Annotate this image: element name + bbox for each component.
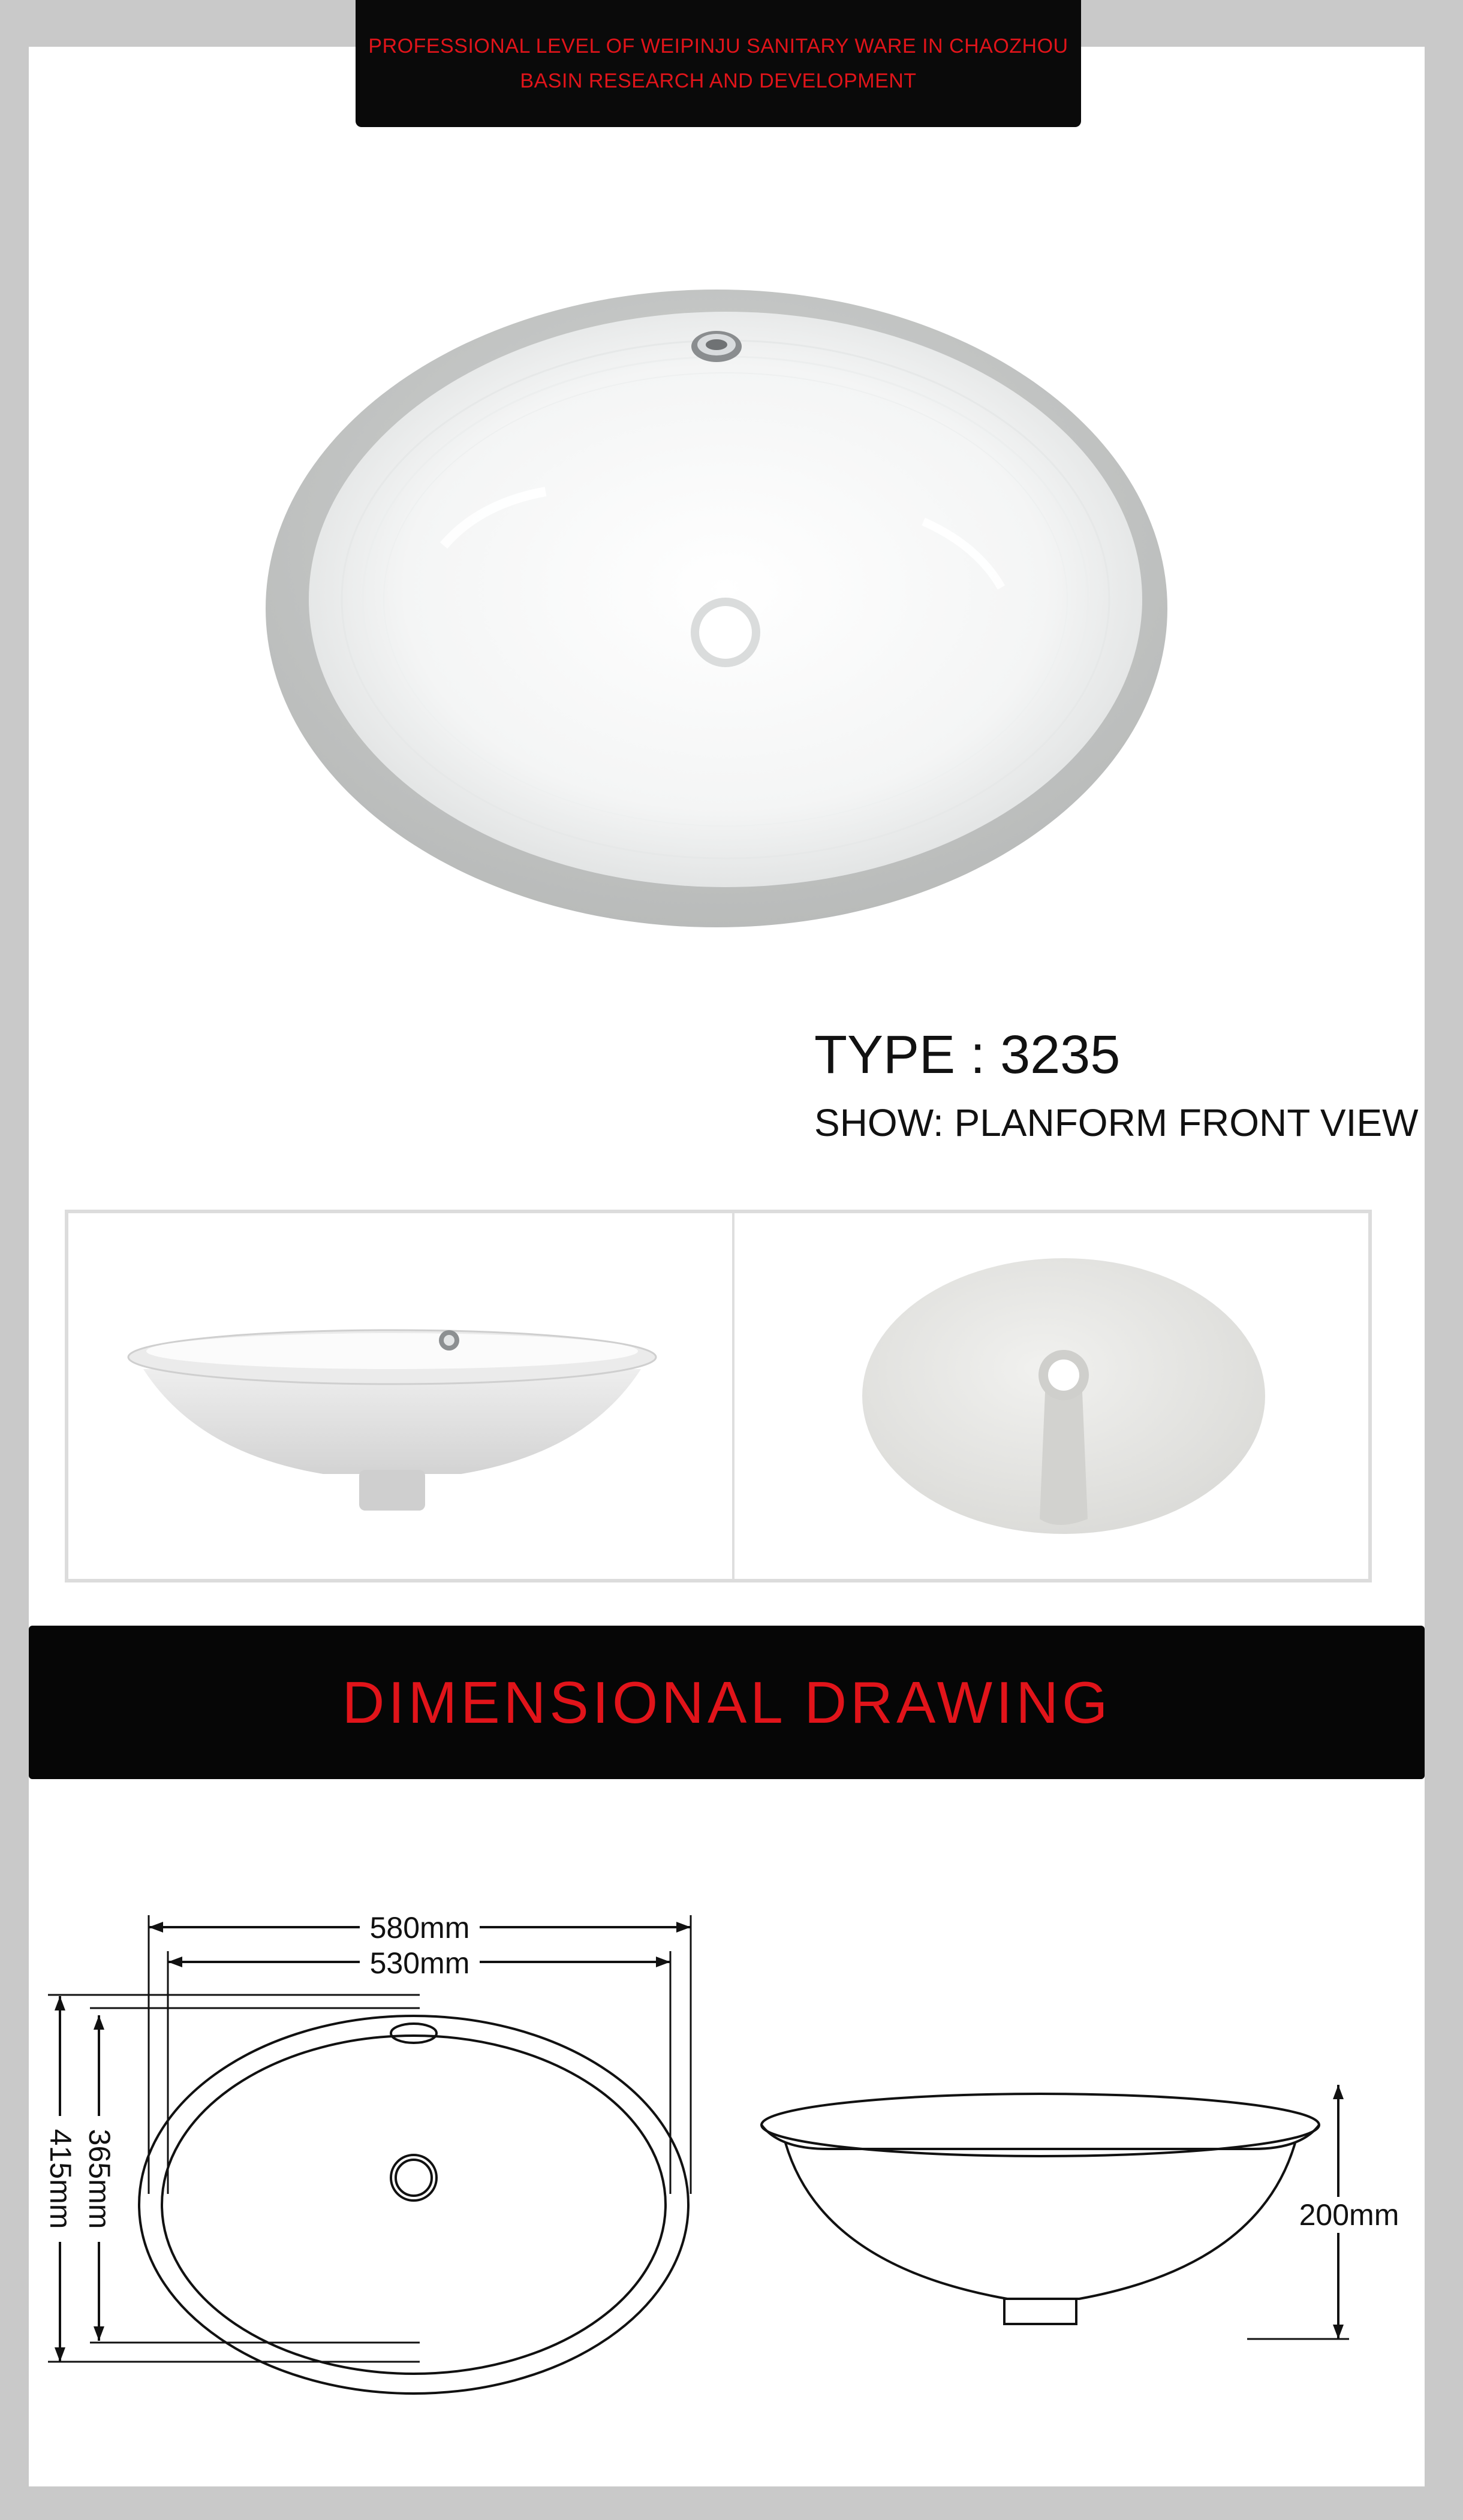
section-banner bbox=[29, 1626, 1425, 1779]
product-type: TYPE : 3235 bbox=[814, 1025, 1121, 1085]
basin-side-view-photo bbox=[125, 1315, 659, 1513]
section-title: DIMENSIONAL DRAWING bbox=[342, 1669, 1112, 1735]
dim-inner-width: 365mm bbox=[83, 2129, 116, 2229]
dim-height: 200mm bbox=[1299, 2198, 1399, 2232]
basin-top-view-photo bbox=[264, 288, 1169, 935]
product-info bbox=[814, 1022, 1418, 1147]
side-outline bbox=[785, 2143, 1295, 2299]
dim-outer-length: 580mm bbox=[369, 1911, 470, 1945]
inner-outline bbox=[162, 2036, 666, 2374]
header-line-1: PROFESSIONAL LEVEL OF WEIPINJU SANITARY WARE IN CHAOZHOU bbox=[368, 35, 1068, 58]
outer-outline bbox=[139, 2016, 688, 2394]
dim-outer-width: 415mm bbox=[44, 2129, 77, 2229]
header-line-2: BASIN RESEARCH AND DEVELOPMENT bbox=[520, 70, 917, 92]
view-caption: SHOW: PLANFORM FRONT VIEW bbox=[814, 1101, 1419, 1144]
views-panel bbox=[65, 1210, 1372, 1582]
header-banner bbox=[356, 0, 1081, 127]
views-divider bbox=[732, 1213, 734, 1579]
dimensional-drawing bbox=[0, 1834, 1463, 2494]
dim-inner-length: 530mm bbox=[369, 1946, 470, 1980]
basin-bottom-view-photo bbox=[860, 1255, 1268, 1537]
